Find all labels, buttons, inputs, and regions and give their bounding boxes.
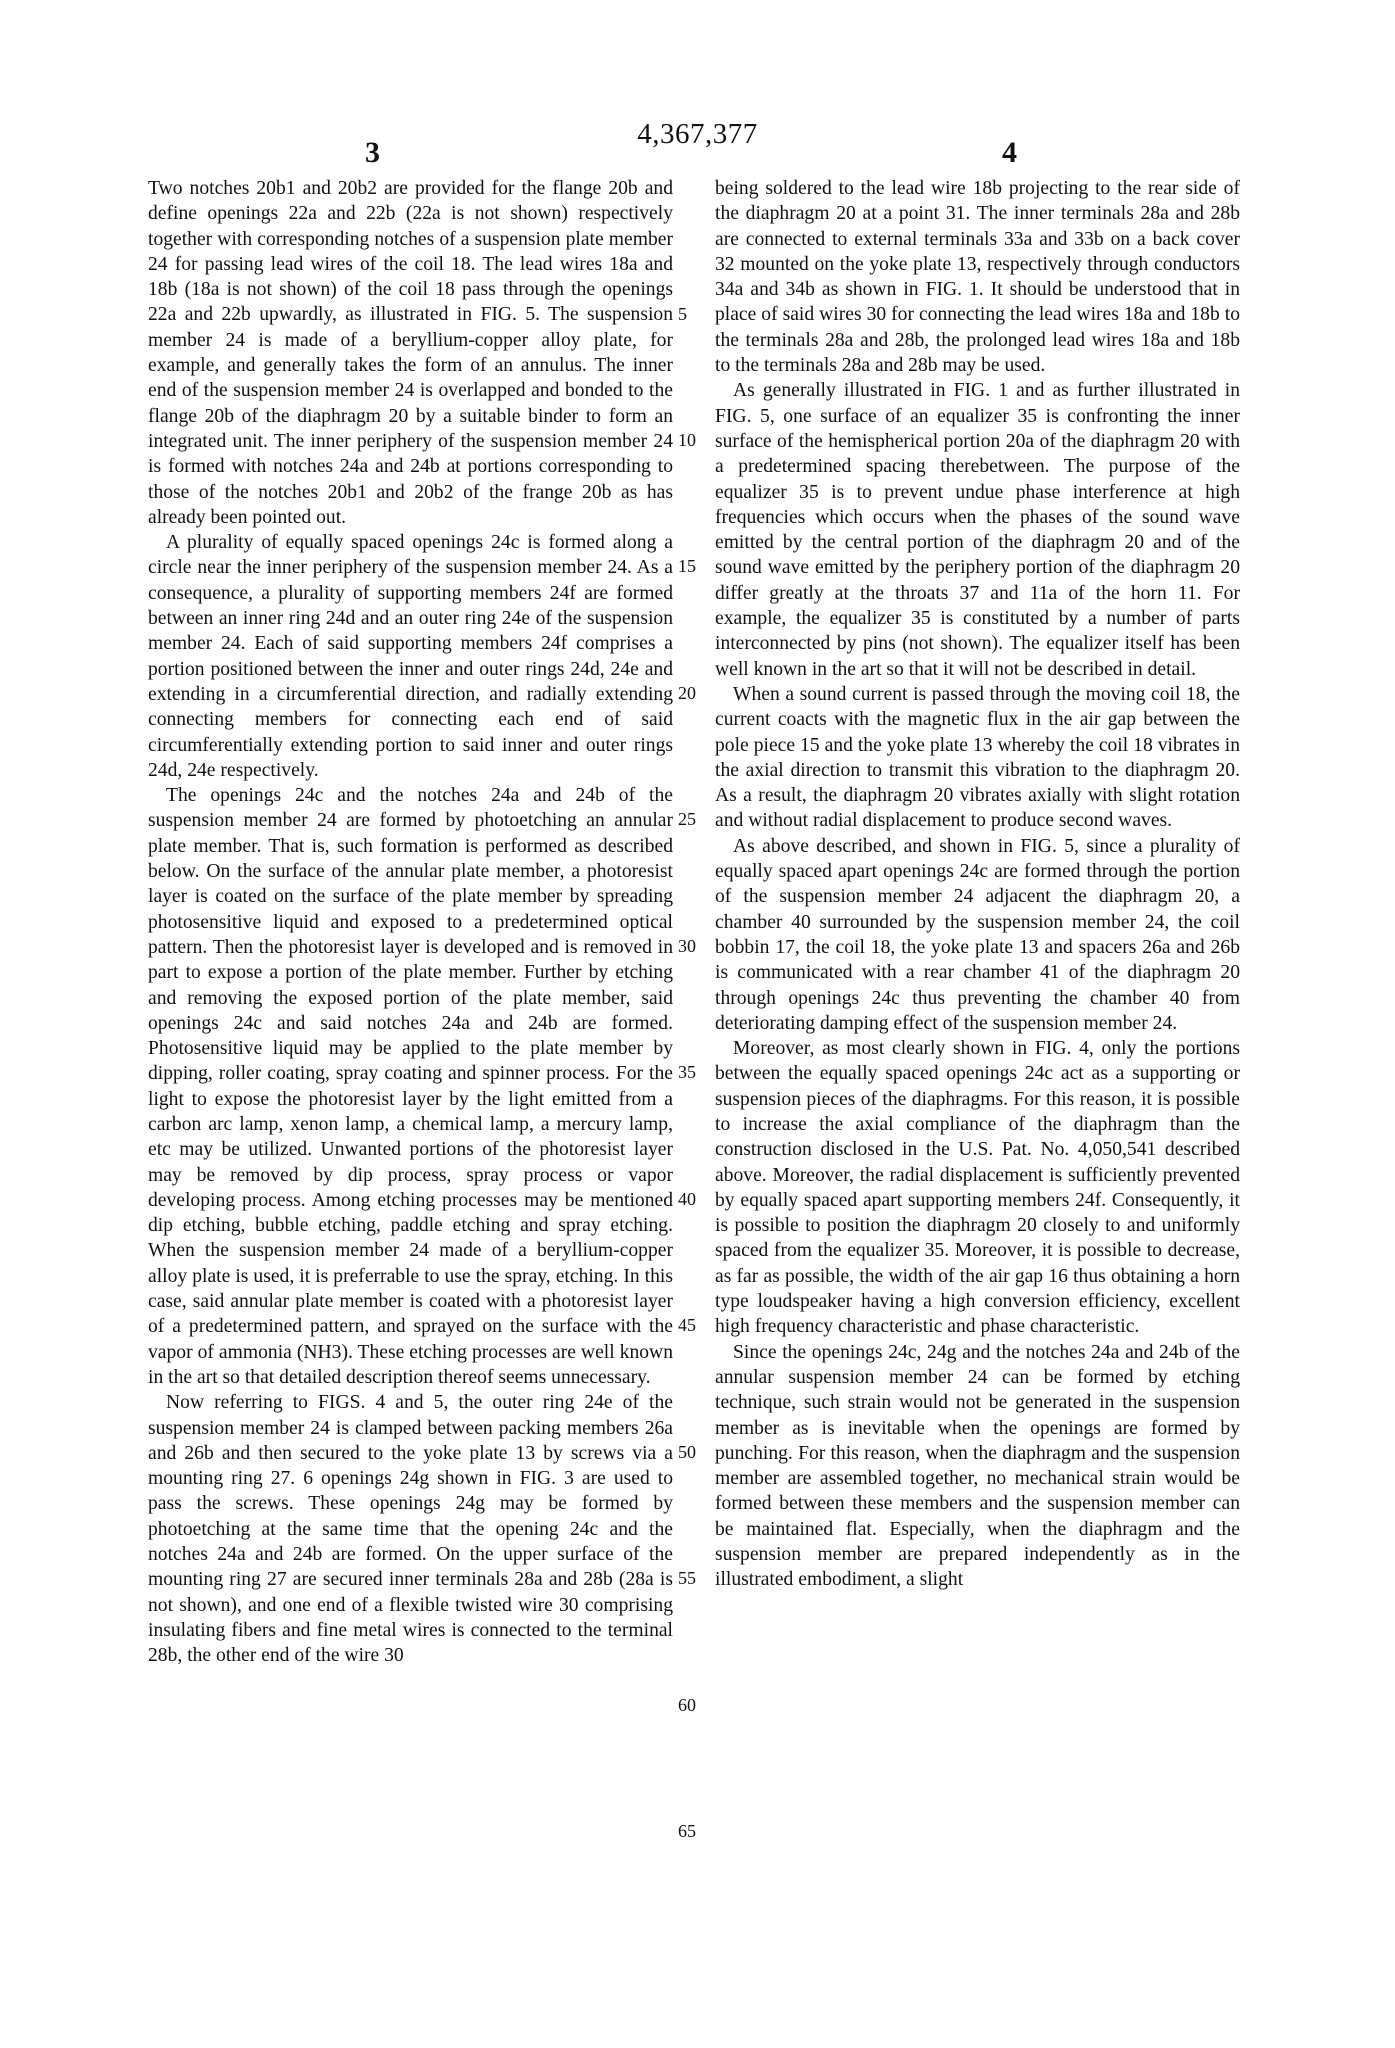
line-number: 55: [678, 1568, 696, 1588]
left-column: [148, 176, 673, 1669]
paragraph: A plurality of equally spaced openings 24c is formed along a circle near the inner periphery of the suspension member 24. As a consequence, a plurality of supporting members 24f are formed between an inner ring 24d and an outer ring 24e of the suspension member 24. Each of said supporting members 24f comprises a portion positioned between the inner and outer rings 24d, 24e and extending in a circumferential direction, and radially extending connecting members for connecting each end of said circumferentially extending portion to said inner and outer rings 24d, 24e respectively.: [148, 532, 673, 781]
line-number: 25: [678, 809, 696, 829]
line-number: 50: [678, 1442, 696, 1462]
line-number: 45: [678, 1315, 696, 1335]
line-number: 20: [678, 683, 696, 703]
page-number-left: 3: [365, 136, 380, 169]
line-number: 60: [678, 1695, 696, 1715]
line-number: 40: [678, 1189, 696, 1209]
line-number-gutter: [678, 176, 712, 1926]
paragraph: The openings 24c and the notches 24a and 24b of the suspension member 24 are formed by photoetching an annular plate member. That is, such formation is performed as described below. On the surface of the annular plate member, a photoresist layer is coated on the surface of the plate member by spreading photosensitive liquid and exposed to a predetermined optical pattern. Then the photoresist layer is developed and is removed in part to expose a portion of the plate member. Further by etching and removing the exposed portion of the plate member, said openings 24c and said notches 24a and 24b are formed. Photosensitive liquid may be applied to the plate member by dipping, roller coating, spray coating and spinner process. For the light to expose the photoresist layer by the light emitted from a carbon arc lamp, xenon lamp, a chemical lamp, a mercury lamp, etc may be utilized. Unwanted portions of the photoresist layer may be removed by dip process, spray process or vapor developing process. Among etching processes may be mentioned dip etching, bubble etching, paddle etching and spray etching. When the suspension member 24 made of a beryllium-copper alloy plate is used, it is preferrable to use the spray, etching. In this case, said annular plate member is coated with a photoresist layer of a predetermined pattern, and sprayed on the surface with the vapor of ammonia (NH3). These etching processes are well known in the art so that detailed description thereof seems unnecessary.: [148, 785, 673, 1388]
paragraph: Since the openings 24c, 24g and the notches 24a and 24b of the annular suspension member 24 can be formed by etching technique, such strain would not be generated in the suspension member as is inevitable when the openings are formed by punching. For this reason, when the diaphragm and the suspension member are assembled together, no mechanical strain would be formed between these members and the suspension member can be maintained flat. Especially, when the diaphragm and the suspension member are prepared independently as in the illustrated embodiment, a slight: [715, 1341, 1240, 1591]
paragraph: Moreover, as most clearly shown in FIG. 4, only the portions between the equally spaced openings 24c act as a supporting or suspension pieces of the diaphragms. For this reason, it is possible to increase the axial compliance of the diaphragm than the construction disclosed in the U.S. Pat. No. 4,050,541 described above. Moreover, the radial displacement is sufficiently prevented by equally spaced apart supporting members 24f. Consequently, it is possible to position the diaphragm 20 closely to and uniformly spaced from the equalizer 35. Moreover, it is possible to decrease, as far as possible, the width of the air gap 16 thus obtaining a horn type loudspeaker having a high conversion efficiency, excellent high frequency characteristic and phase characteristic.: [715, 1038, 1240, 1338]
paragraph: As above described, and shown in FIG. 5, since a plurality of equally spaced apart openings 24c are formed through the portion of the suspension member 24 adjacent the diaphragm 20, a chamber 40 surrounded by the suspension member 24, the coil bobbin 17, the coil 18, the yoke plate 13 and spacers 26a and 26b is communicated with a rear chamber 41 of the diaphragm 20 through openings 24c thus preventing the chamber 40 from deteriorating damping effect of the suspension member 24.: [715, 835, 1240, 1034]
line-number: 35: [678, 1062, 696, 1082]
line-number: 15: [678, 556, 696, 576]
page-number-right: 4: [1002, 136, 1017, 169]
paragraph: being soldered to the lead wire 18b projecting to the rear side of the diaphragm 20 at a point 31. The inner terminals 28a and 28b are connected to external terminals 33a and 33b on a back cover 32 mounted on the yoke plate 13, respectively through conductors 34a and 34b as shown in FIG. 1. It should be understood that in place of said wires 30 for connecting the lead wires 18a and 18b to the terminals 28a and 28b, the prolonged lead wires 18a and 18b to the terminals 28a and 28b may be used.: [715, 178, 1240, 377]
paragraph: Two notches 20b1 and 20b2 are provided for the flange 20b and define openings 22a and 22b (22a is not shown) respectively together with corresponding notches of a suspension plate member 24 for passing lead wires of the coil 18. The lead wires 18a and 18b (18a is not shown) of the coil 18 pass through the openings 22a and 22b upwardly, as illustrated in FIG. 5. The suspension member 24 is made of a beryllium-copper alloy plate, for example, and generally takes the form of an annulus. The inner end of the suspension member 24 is overlapped and bonded to the flange 20b of the diaphragm 20 by a suitable binder to form an integrated unit. The inner periphery of the suspension member 24 is formed with notches 24a and 24b at portions corresponding to those of the notches 20b1 and 20b2 of the frange 20b as has already been pointed out.: [148, 178, 673, 528]
right-column: [715, 176, 1240, 1593]
paragraph: Now referring to FIGS. 4 and 5, the outer ring 24e of the suspension member 24 is clamped between packing members 26a and 26b and then secured to the yoke plate 13 by screws via a mounting ring 27. 6 openings 24g shown in FIG. 3 are used to pass the screws. These openings 24g may be formed by photoetching at the same time that the opening 24c and the notches 24a and 24b are formed. On the upper surface of the mounting ring 27 are secured inner terminals 28a and 28b (28a is not shown), and one end of a flexible twisted wire 30 comprising insulating fibers and fine metal wires is connected to the terminal 28b, the other end of the wire 30: [148, 1392, 673, 1667]
line-number: 30: [678, 936, 696, 956]
line-number: 5: [678, 304, 687, 324]
line-number: 65: [678, 1821, 696, 1841]
patent-number: 4,367,377: [637, 118, 758, 150]
paragraph: As generally illustrated in FIG. 1 and as further illustrated in FIG. 5, one surface of an equalizer 35 is confronting the inner surface of the hemispherical portion 20a of the diaphragm 20 with a predetermined spacing therebetween. The purpose of the equalizer 35 is to prevent undue phase interference at high frequencies which occurs when the phases of the sound wave emitted by the central portion of the diaphragm 20 and of the sound wave emitted by the periphery portion of the diaphragm 20 differ greatly at the throats 37 and 11a of the horn 11. For example, the equalizer 35 is constituted by a number of parts interconnected by pins (not shown). The equalizer itself has been well known in the art so that it will not be described in detail.: [715, 380, 1240, 680]
paragraph: When a sound current is passed through the moving coil 18, the current coacts with the magnetic flux in the air gap between the pole piece 15 and the yoke plate 13 whereby the coil 18 vibrates in the axial direction to transmit this vibration to the diaphragm 20. As a result, the diaphragm 20 vibrates axially with slight rotation and without radial displacement to produce second waves.: [715, 683, 1240, 832]
line-number: 10: [678, 430, 696, 450]
